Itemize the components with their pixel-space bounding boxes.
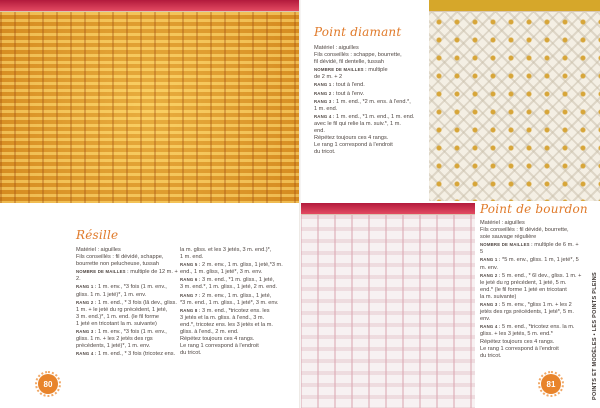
instruction-line: la m. gliss. et les 3 jetés, 3 m. end.)*,: [180, 247, 272, 253]
instruction-line: Matériel : aiguilles: [314, 45, 359, 51]
cream-knit-texture: [429, 12, 600, 201]
instruction-line: RANG 1 : tout à l'end.: [314, 82, 365, 89]
instruction-line: avec le fil qui relie la m. suiv.*, 1 m.: [314, 120, 401, 127]
instruction-line: Fils conseillés : fil dévidé, bourrette,: [480, 227, 569, 234]
instruction-line: Matériel : aiguilles: [480, 220, 525, 226]
instruction-line: gliss. à l'end., 2 m. end.: [180, 329, 239, 336]
instruction-line: gliss. 1 m. 1 jeté)*, 1 m. env.: [76, 291, 147, 298]
instruction-line: RANG 6 : 3 m. end., *1 m. gliss., 1 jeté,: [180, 277, 275, 284]
instruction-line: RANG 2 : tout à l'env.: [314, 90, 365, 97]
instruction-line: Le rang 1 correspond à l'endroit: [480, 345, 559, 352]
page-number-left-text: 80: [43, 379, 53, 389]
yellow-knit-texture: [0, 12, 300, 203]
resille-instructions-column-1: [76, 247, 182, 358]
instruction-line: de 2 m. + 2: [314, 74, 343, 81]
page-number-right: [541, 374, 561, 394]
instruction-line: Le rang 1 correspond à l'endroit: [314, 142, 393, 149]
instruction-line: Le rang 1 correspond à l'endroit: [180, 343, 259, 350]
instruction-line: 1 m. + le jeté du rg précédent, 1 jeté,: [76, 306, 168, 313]
point-bourdon-swatch-photo: [300, 203, 475, 408]
page-gutter: [299, 0, 301, 408]
instruction-line: NOMBRE DE MAILLES : multiple: [314, 67, 388, 74]
point-diamant-instructions: [314, 45, 428, 156]
instruction-line: end.*, tricotez ens. les 3 jetés et la m.: [180, 321, 273, 328]
instruction-line: du tricot.: [314, 149, 336, 156]
instruction-line: m. env.: [480, 264, 498, 271]
instruction-line: Fils conseillés : fil dévidé, schappe,: [76, 254, 164, 261]
instruction-line: RANG 3 : 1 m. end., *2 m. ens. à l'end.*,: [314, 98, 411, 105]
instruction-line: fil dévidé, fil dentelle, tussah: [314, 59, 384, 66]
instruction-line: 1 m. end.: [314, 105, 338, 112]
point-diamant-swatch-photo: [429, 0, 600, 201]
instruction-line: précédents, 1 jeté)*, 1 m. env.: [76, 343, 151, 350]
point-bourdon-title: Point de bourdon: [480, 202, 588, 216]
instruction-line: Répétez toujours ces 4 rangs.: [180, 336, 255, 343]
instruction-line: la m. suivante): [480, 293, 517, 300]
instruction-line: end.: [314, 128, 325, 135]
instruction-line: end.* (le fil forme 1 jeté en tricotant: [480, 286, 567, 293]
white-knit-texture: [300, 215, 475, 408]
swatch-top-band: [0, 0, 300, 11]
instruction-line: 1 m. end.: [180, 254, 204, 261]
instruction-line: env.: [480, 316, 491, 323]
page-number-right-text: 81: [546, 379, 556, 389]
instruction-line: RANG 7 : 2 m. env., 1 m. gliss., 1 jeté,: [180, 292, 272, 299]
instruction-line: du tricot.: [180, 350, 202, 357]
instruction-line: RANG 3 : 1 m. env., *3 fois (1 m. env.,: [76, 329, 167, 336]
point-bourdon-instructions: [480, 220, 590, 360]
instruction-line: soie sauvage régulière: [480, 234, 537, 241]
instruction-line: RANG 4 : 1 m. end., * 3 fois (tricotez ens.: [76, 351, 176, 358]
instruction-line: Répétez toujours ces 4 rangs.: [480, 338, 555, 345]
instruction-line: RANG 3 : 5 m. env., *gliss 1 m. + les 2: [480, 302, 572, 309]
instruction-line: RANG 1 : *5 m. env., gliss. 1 m, 1 jeté*, 5: [480, 257, 579, 264]
instruction-line: du tricot.: [480, 352, 502, 359]
instruction-line: RANG 8 : 3 m. end., *tricotez ens. les: [180, 307, 270, 314]
instruction-line: 3 m. end.)*, 1 m. end. (le fil forme: [76, 313, 160, 320]
instruction-line: NOMBRE DE MAILLES : multiple de 12 m. +: [76, 269, 178, 276]
instruction-line: RANG 2 : 5 m. end., * 6l dev., gliss. 1 m. +: [480, 272, 582, 279]
resille-swatch-photo: [0, 0, 300, 203]
instruction-line: gliss. + les 3 jetés, 5 m. end.*: [480, 331, 553, 338]
instruction-line: le jeté du rg précédent, 1 jeté, 5 m.: [480, 279, 567, 286]
instruction-line: bourrette non pelucheuse, tussah: [76, 261, 160, 268]
instruction-line: 1 jeté en tricotant la m. suivante): [76, 320, 157, 327]
instruction-line: RANG 4 : 1 m. end., *1 m. end., 1 m. end.: [314, 113, 415, 120]
resille-title: Résille: [76, 228, 119, 242]
resille-instructions-column-2: [180, 247, 294, 357]
point-diamant-title: Point diamant: [314, 25, 402, 39]
running-head-text: POINTS ET MODÈLES • LES POINTS PLEINS: [592, 272, 598, 400]
instruction-line: RANG 1 : 1 m. env., *3 fois (1 m. env.,: [76, 284, 167, 291]
instruction-line: end., 1 m. gliss, 1 jeté*, 3 m. env.: [180, 269, 263, 276]
instruction-line: RANG 5 : 2 m. env., 1 m. gliss, 1 jeté,*3 m.: [180, 262, 283, 269]
running-head: [586, 272, 598, 400]
page-number-left: [38, 374, 58, 394]
swatch-top-band: [300, 203, 475, 214]
instruction-line: Matériel : aiguilles: [76, 247, 121, 253]
instruction-line: 3 m. end.*, 1 m. gliss., 1 jeté, 2 m. end.: [180, 284, 278, 291]
instruction-line: gliss. 1 m. + les 2 jetés des rgs: [76, 336, 153, 343]
instruction-line: Fils conseillés : schappe, bourrette,: [314, 52, 402, 59]
instruction-line: jetés des rgs précédents, 1 jeté*, 5 m.: [480, 309, 574, 316]
instruction-line: Répétez toujours ces 4 rangs.: [314, 135, 389, 142]
instruction-line: NOMBRE DE MAILLES : multiple de 6 m. +: [480, 242, 579, 249]
instruction-line: *3 m. end., 1 m. gliss., 1 jeté*, 3 m. env.: [180, 299, 279, 306]
instruction-line: 5: [480, 249, 484, 256]
instruction-line: 3 jetés et la m. gliss. à l'end., 3 m.: [180, 314, 265, 321]
swatch-top-band: [429, 0, 600, 11]
instruction-line: 2.: [76, 276, 81, 283]
instruction-line: RANG 4 : 5 m. end., *tricotez ens. la m.: [480, 324, 575, 331]
instruction-line: RANG 2 : 1 m. end., * 3 fois (lâ dev., gliss.: [76, 299, 177, 306]
